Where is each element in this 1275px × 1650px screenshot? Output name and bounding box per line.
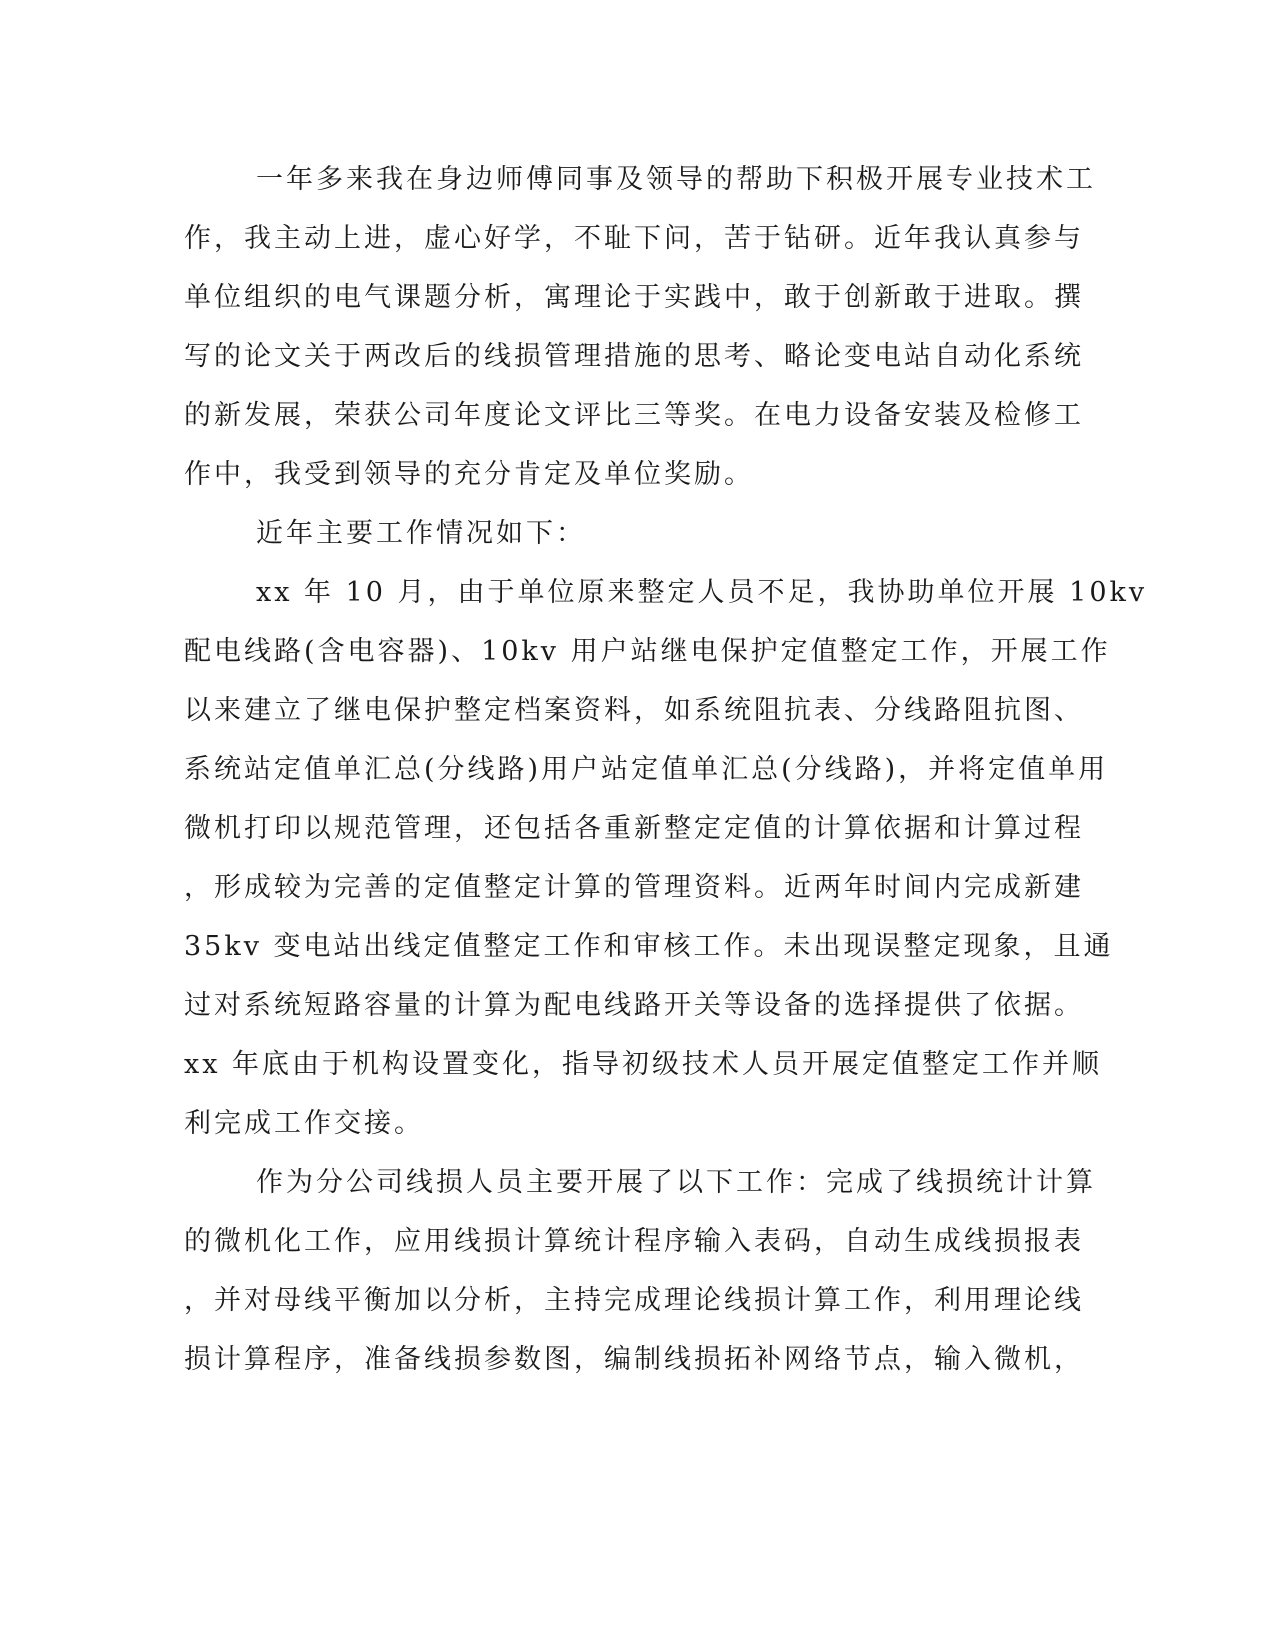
text-line: 单位组织的电气课题分析，寓理论于实践中，敢于创新敢于进取。撰 — [184, 282, 1084, 313]
text-line: 35kv 变电站出线定值整定工作和审核工作。未出现误整定现象，且通 — [184, 931, 1114, 962]
text-line: 写的论文关于两改后的线损管理措施的思考、略论变电站自动化系统 — [184, 341, 1084, 372]
text-line: 系统站定值单汇总(分线路)用户站定值单汇总(分线路)，并将定值单用 — [184, 754, 1109, 785]
text-line: 一年多来我在身边师傅同事及领导的帮助下积极开展专业技术工 — [256, 164, 1096, 195]
text-line: xx 年 10 月，由于单位原来整定人员不足，我协助单位开展 10kv — [256, 577, 1148, 608]
text-line: 作中，我受到领导的充分肯定及单位奖励。 — [184, 459, 754, 490]
text-line: 作，我主动上进，虚心好学，不耻下问，苦于钻研。近年我认真参与 — [184, 223, 1084, 254]
text-line: ，形成较为完善的定值整定计算的管理资料。近两年时间内完成新建 — [184, 872, 1084, 903]
text-line: 的新发展，荣获公司年度论文评比三等奖。在电力设备安装及检修工 — [184, 400, 1084, 431]
text-line: 近年主要工作情况如下： — [256, 518, 586, 549]
text-line: ，并对母线平衡加以分析，主持完成理论线损计算工作，利用理论线 — [184, 1285, 1084, 1316]
text-line: xx 年底由于机构设置变化，指导初级技术人员开展定值整定工作并顺 — [184, 1049, 1103, 1080]
text-line: 作为分公司线损人员主要开展了以下工作：完成了线损统计计算 — [256, 1167, 1096, 1198]
text-line: 过对系统短路容量的计算为配电线路开关等设备的选择提供了依据。 — [184, 990, 1084, 1021]
text-line: 利完成工作交接。 — [184, 1108, 424, 1139]
text-line: 损计算程序，准备线损参数图，编制线损拓补网络节点，输入微机， — [184, 1344, 1084, 1375]
text-line: 以来建立了继电保护整定档案资料，如系统阻抗表、分线路阻抗图、 — [184, 695, 1084, 726]
text-line: 的微机化工作，应用线损计算统计程序输入表码，自动生成线损报表 — [184, 1226, 1084, 1257]
text-line: 微机打印以规范管理，还包括各重新整定定值的计算依据和计算过程 — [184, 813, 1084, 844]
text-line: 配电线路(含电容器)、10kv 用户站继电保护定值整定工作，开展工作 — [184, 636, 1111, 667]
